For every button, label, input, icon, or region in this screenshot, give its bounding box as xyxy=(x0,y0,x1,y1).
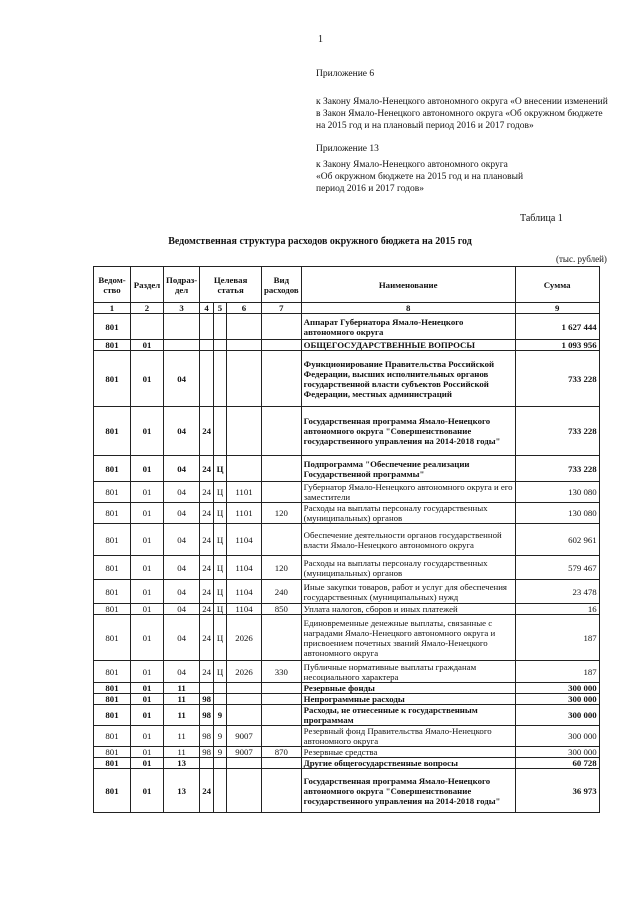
cell-exp-type: 850 xyxy=(262,604,302,615)
cell-target-subprogram xyxy=(214,683,227,694)
table-row xyxy=(94,747,600,758)
cell-target-subprogram xyxy=(214,769,227,813)
cell-exp-type xyxy=(262,694,302,705)
cell-exp-type: 330 xyxy=(262,661,302,683)
column-number: 9 xyxy=(515,303,599,314)
cell-section: 01 xyxy=(131,758,164,769)
column-number: 5 xyxy=(214,303,227,314)
table-row xyxy=(94,726,600,747)
cell-section: 01 xyxy=(131,524,164,556)
cell-exp-type: 870 xyxy=(262,747,302,758)
column-number: 3 xyxy=(164,303,200,314)
cell-name: Функционирование Правительства Российской Федерации, высших исполнительных органов государственной власти субъектов Российской Федерации, местных администраций xyxy=(301,351,515,407)
cell-subsection: 04 xyxy=(164,482,200,503)
cell-target-subprogram xyxy=(214,694,227,705)
law-reference xyxy=(316,159,616,195)
col-header-dept: Ведом-ство xyxy=(94,267,131,303)
cell-section: 01 xyxy=(131,769,164,813)
cell-target-code: 1101 xyxy=(227,482,262,503)
cell-sum: 187 xyxy=(515,661,599,683)
cell-sum: 1 093 956 xyxy=(515,340,599,351)
cell-target-subprogram xyxy=(214,758,227,769)
cell-section: 01 xyxy=(131,340,164,351)
cell-dept: 801 xyxy=(94,482,131,503)
cell-sum: 16 xyxy=(515,604,599,615)
col-header-section: Раздел xyxy=(131,267,164,303)
col-header-sum: Сумма xyxy=(515,267,599,303)
cell-target-code xyxy=(227,769,262,813)
cell-target-subprogram: Ц xyxy=(214,482,227,503)
table-row xyxy=(94,456,600,482)
cell-target-program: 24 xyxy=(200,604,214,615)
cell-target-code: 2026 xyxy=(227,661,262,683)
cell-sum: 300 000 xyxy=(515,726,599,747)
amendment-line: на 2015 год и на плановый период 2016 и 2017 годов» xyxy=(316,121,534,131)
law-line: «Об окружном бюджете на 2015 год и на плановый xyxy=(316,172,524,182)
cell-exp-type xyxy=(262,705,302,726)
cell-exp-type xyxy=(262,726,302,747)
cell-name: Государственная программа Ямало-Ненецкого автономного округа "Совершенствование государственного управления на 2014-2018 годы" xyxy=(301,407,515,456)
cell-sum: 36 973 xyxy=(515,769,599,813)
cell-subsection: 04 xyxy=(164,604,200,615)
cell-target-code xyxy=(227,407,262,456)
cell-sum: 300 000 xyxy=(515,705,599,726)
amendment-line: к Закону Ямало-Ненецкого автономного округа «О внесении изменений xyxy=(316,97,608,107)
column-number: 6 xyxy=(227,303,262,314)
cell-dept: 801 xyxy=(94,661,131,683)
cell-exp-type: 240 xyxy=(262,580,302,604)
cell-subsection: 11 xyxy=(164,683,200,694)
cell-name: ОБЩЕГОСУДАРСТВЕННЫЕ ВОПРОСЫ xyxy=(301,340,515,351)
cell-subsection: 11 xyxy=(164,747,200,758)
cell-dept: 801 xyxy=(94,726,131,747)
cell-exp-type xyxy=(262,407,302,456)
cell-target-program: 24 xyxy=(200,482,214,503)
cell-section: 01 xyxy=(131,661,164,683)
cell-sum: 300 000 xyxy=(515,747,599,758)
cell-name: Публичные нормативные выплаты гражданам несоциального характера xyxy=(301,661,515,683)
cell-target-subprogram: 9 xyxy=(214,747,227,758)
cell-subsection xyxy=(164,340,200,351)
amendment-line: в Закон Ямало-Ненецкого автономного округа «Об окружном бюджете xyxy=(316,109,603,119)
cell-target-code: 1104 xyxy=(227,580,262,604)
cell-exp-type xyxy=(262,482,302,503)
cell-target-code xyxy=(227,705,262,726)
cell-exp-type xyxy=(262,351,302,407)
units-label: (тыс. рублей) xyxy=(556,254,607,264)
cell-target-code xyxy=(227,340,262,351)
table-row xyxy=(94,351,600,407)
cell-name: Расходы на выплаты персоналу государственных (муниципальных) органов xyxy=(301,556,515,580)
cell-section: 01 xyxy=(131,456,164,482)
cell-exp-type xyxy=(262,524,302,556)
cell-target-program: 98 xyxy=(200,747,214,758)
column-number: 2 xyxy=(131,303,164,314)
table-row xyxy=(94,482,600,503)
law-line: к Закону Ямало-Ненецкого автономного округа xyxy=(316,160,508,170)
cell-dept: 801 xyxy=(94,407,131,456)
cell-exp-type xyxy=(262,683,302,694)
table-label: Таблица 1 xyxy=(520,213,563,224)
col-header-subsection: Подраз-дел xyxy=(164,267,200,303)
cell-dept: 801 xyxy=(94,524,131,556)
cell-target-code xyxy=(227,314,262,340)
cell-dept: 801 xyxy=(94,556,131,580)
cell-subsection: 04 xyxy=(164,456,200,482)
cell-dept: 801 xyxy=(94,705,131,726)
amendment-reference xyxy=(316,96,616,132)
cell-sum: 579 467 xyxy=(515,556,599,580)
cell-section: 01 xyxy=(131,556,164,580)
cell-dept: 801 xyxy=(94,503,131,524)
cell-target-subprogram xyxy=(214,351,227,407)
col-header-target: Целевая статья xyxy=(200,267,262,303)
col-header-name: Наименование xyxy=(301,267,515,303)
cell-subsection: 13 xyxy=(164,758,200,769)
cell-name: Расходы на выплаты персоналу государственных (муниципальных) органов xyxy=(301,503,515,524)
cell-section: 01 xyxy=(131,351,164,407)
cell-target-code: 9007 xyxy=(227,726,262,747)
cell-sum: 130 080 xyxy=(515,482,599,503)
cell-name: Уплата налогов, сборов и иных платежей xyxy=(301,604,515,615)
cell-section: 01 xyxy=(131,407,164,456)
cell-target-subprogram xyxy=(214,340,227,351)
table-row xyxy=(94,580,600,604)
budget-table xyxy=(93,266,600,813)
cell-exp-type xyxy=(262,758,302,769)
cell-target-code: 1104 xyxy=(227,604,262,615)
cell-subsection: 04 xyxy=(164,503,200,524)
cell-section: 01 xyxy=(131,615,164,661)
cell-sum: 733 228 xyxy=(515,351,599,407)
cell-name: Непрограммные расходы xyxy=(301,694,515,705)
cell-section xyxy=(131,314,164,340)
cell-dept: 801 xyxy=(94,694,131,705)
cell-section: 01 xyxy=(131,683,164,694)
table-row xyxy=(94,683,600,694)
cell-target-program: 24 xyxy=(200,407,214,456)
cell-section: 01 xyxy=(131,503,164,524)
cell-dept: 801 xyxy=(94,615,131,661)
cell-target-code: 1101 xyxy=(227,503,262,524)
col-header-exp-type: Вид расходов xyxy=(262,267,302,303)
cell-target-subprogram xyxy=(214,314,227,340)
table-row xyxy=(94,503,600,524)
cell-target-subprogram: 9 xyxy=(214,705,227,726)
cell-subsection: 11 xyxy=(164,694,200,705)
cell-target-subprogram: Ц xyxy=(214,615,227,661)
column-number: 7 xyxy=(262,303,302,314)
cell-section: 01 xyxy=(131,705,164,726)
cell-dept: 801 xyxy=(94,314,131,340)
table-row xyxy=(94,340,600,351)
cell-target-code xyxy=(227,694,262,705)
cell-subsection: 04 xyxy=(164,615,200,661)
cell-target-subprogram: 9 xyxy=(214,726,227,747)
cell-target-program: 98 xyxy=(200,726,214,747)
cell-exp-type xyxy=(262,314,302,340)
table-row xyxy=(94,758,600,769)
cell-target-code: 9007 xyxy=(227,747,262,758)
table-row xyxy=(94,769,600,813)
cell-dept: 801 xyxy=(94,340,131,351)
cell-section: 01 xyxy=(131,747,164,758)
cell-subsection: 04 xyxy=(164,556,200,580)
cell-target-program: 24 xyxy=(200,661,214,683)
table-row xyxy=(94,661,600,683)
cell-name: Расходы, не отнесенные к государственным программам xyxy=(301,705,515,726)
cell-target-subprogram: Ц xyxy=(214,524,227,556)
cell-sum: 300 000 xyxy=(515,683,599,694)
cell-name: Подпрограмма "Обеспечение реализации Государственной программы" xyxy=(301,456,515,482)
cell-target-code xyxy=(227,758,262,769)
cell-exp-type xyxy=(262,615,302,661)
cell-target-code: 2026 xyxy=(227,615,262,661)
cell-target-program: 24 xyxy=(200,580,214,604)
cell-name: Иные закупки товаров, работ и услуг для обеспечения государственных (муниципальных) нужд xyxy=(301,580,515,604)
cell-subsection: 13 xyxy=(164,769,200,813)
column-number: 1 xyxy=(94,303,131,314)
cell-section: 01 xyxy=(131,482,164,503)
table-row xyxy=(94,407,600,456)
table-row xyxy=(94,694,600,705)
appendix-6-label: Приложение 6 xyxy=(316,69,375,79)
cell-subsection: 04 xyxy=(164,524,200,556)
cell-target-subprogram: Ц xyxy=(214,604,227,615)
cell-name: Другие общегосударственные вопросы xyxy=(301,758,515,769)
cell-target-program: 24 xyxy=(200,524,214,556)
cell-sum: 1 627 444 xyxy=(515,314,599,340)
cell-target-code: 1104 xyxy=(227,556,262,580)
cell-name: Резервный фонд Правительства Ямало-Ненецкого автономного округа xyxy=(301,726,515,747)
cell-target-program: 24 xyxy=(200,456,214,482)
cell-target-program xyxy=(200,314,214,340)
cell-target-code: 1104 xyxy=(227,524,262,556)
cell-exp-type xyxy=(262,769,302,813)
table-row xyxy=(94,615,600,661)
cell-dept: 801 xyxy=(94,683,131,694)
table-row xyxy=(94,314,600,340)
cell-target-subprogram: Ц xyxy=(214,661,227,683)
cell-exp-type xyxy=(262,456,302,482)
cell-subsection: 04 xyxy=(164,661,200,683)
cell-sum: 130 080 xyxy=(515,503,599,524)
column-number: 8 xyxy=(301,303,515,314)
cell-subsection: 04 xyxy=(164,580,200,604)
cell-target-program xyxy=(200,683,214,694)
cell-name: Обеспечение деятельности органов государственной власти Ямало-Ненецкого автономного округа xyxy=(301,524,515,556)
cell-target-program xyxy=(200,340,214,351)
cell-subsection: 11 xyxy=(164,726,200,747)
cell-target-code xyxy=(227,683,262,694)
cell-target-program: 24 xyxy=(200,503,214,524)
column-number: 4 xyxy=(200,303,214,314)
cell-target-program: 24 xyxy=(200,556,214,580)
cell-exp-type: 120 xyxy=(262,503,302,524)
cell-name: Резервные фонды xyxy=(301,683,515,694)
cell-name: Государственная программа Ямало-Ненецкого автономного округа "Совершенствование государственного управления на 2014-2018 годы" xyxy=(301,769,515,813)
cell-sum: 733 228 xyxy=(515,456,599,482)
cell-sum: 23 478 xyxy=(515,580,599,604)
cell-target-subprogram: Ц xyxy=(214,503,227,524)
document-title: Ведомственная структура расходов окружного бюджета на 2015 год xyxy=(168,236,472,247)
table-row xyxy=(94,524,600,556)
cell-dept: 801 xyxy=(94,604,131,615)
cell-dept: 801 xyxy=(94,351,131,407)
cell-subsection: 04 xyxy=(164,407,200,456)
cell-dept: 801 xyxy=(94,769,131,813)
cell-section: 01 xyxy=(131,726,164,747)
cell-exp-type xyxy=(262,340,302,351)
table-row xyxy=(94,705,600,726)
cell-target-subprogram: Ц xyxy=(214,556,227,580)
header-row xyxy=(94,267,600,303)
cell-exp-type: 120 xyxy=(262,556,302,580)
cell-subsection: 04 xyxy=(164,351,200,407)
cell-sum: 187 xyxy=(515,615,599,661)
law-line: период 2016 и 2017 годов» xyxy=(316,184,424,194)
cell-name: Аппарат Губернатора Ямало-Ненецкого автономного округа xyxy=(301,314,515,340)
cell-name: Губернатор Ямало-Ненецкого автономного округа и его заместители xyxy=(301,482,515,503)
cell-target-code xyxy=(227,351,262,407)
cell-target-subprogram: Ц xyxy=(214,456,227,482)
cell-target-program: 98 xyxy=(200,694,214,705)
cell-dept: 801 xyxy=(94,747,131,758)
cell-target-code xyxy=(227,456,262,482)
cell-target-program xyxy=(200,351,214,407)
cell-subsection xyxy=(164,314,200,340)
cell-section: 01 xyxy=(131,694,164,705)
cell-name: Резервные средства xyxy=(301,747,515,758)
appendix-13-label: Приложение 13 xyxy=(316,144,379,154)
cell-target-subprogram: Ц xyxy=(214,580,227,604)
cell-target-program xyxy=(200,758,214,769)
cell-subsection: 11 xyxy=(164,705,200,726)
cell-sum: 300 000 xyxy=(515,694,599,705)
table-row xyxy=(94,556,600,580)
column-number-row xyxy=(94,303,600,314)
cell-sum: 602 961 xyxy=(515,524,599,556)
page-number: 1 xyxy=(318,34,323,45)
cell-dept: 801 xyxy=(94,456,131,482)
cell-target-program: 24 xyxy=(200,769,214,813)
cell-target-subprogram xyxy=(214,407,227,456)
cell-dept: 801 xyxy=(94,580,131,604)
cell-dept: 801 xyxy=(94,758,131,769)
cell-sum: 60 728 xyxy=(515,758,599,769)
cell-sum: 733 228 xyxy=(515,407,599,456)
cell-target-program: 98 xyxy=(200,705,214,726)
cell-section: 01 xyxy=(131,604,164,615)
cell-name: Единовременные денежные выплаты, связанные с наградами Ямало-Ненецкого автономного округа и присвоением почетных званий Ямало-Ненецкого автономного округа xyxy=(301,615,515,661)
table-row xyxy=(94,604,600,615)
cell-section: 01 xyxy=(131,580,164,604)
cell-target-program: 24 xyxy=(200,615,214,661)
